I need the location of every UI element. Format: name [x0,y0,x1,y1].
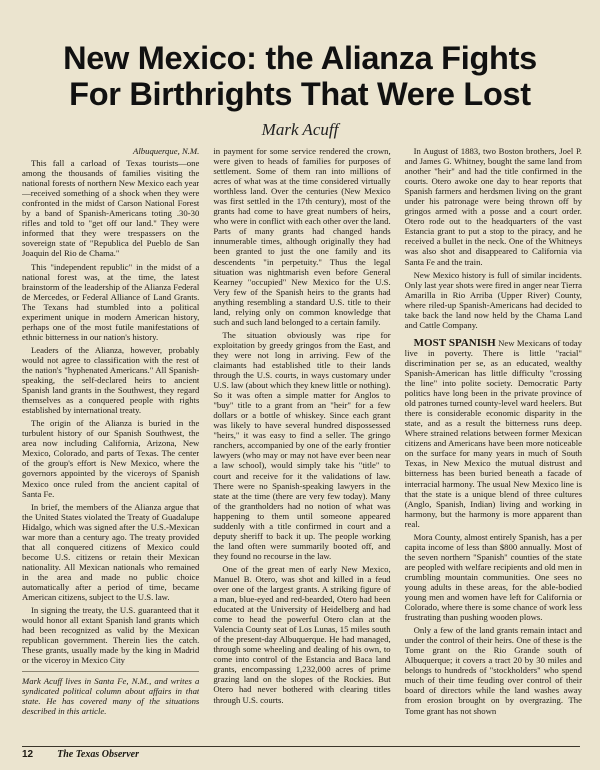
page-footer [22,746,580,760]
paragraph: The situation obviously was ripe for exploitation by greedy gringos from the East, and they were not long in arriving. Few of the claimants had established title to their lands through the U.S. courts, in ways customary under U.S. law (about which they knew little or nothing). So it was often a simple matter for Anglos to "buy" title to a grant from an "heir" for a few dollars or a bottle of whiskey. Since each grant was likely to have several hundred dispossessed "heirs," it was easy to find a seller. The gringo ranchers, accompanied by one of the early frontier lawyers (who may or may not have ever been near a law school), would simply take his "title" to court and receive for it the validations of law. There were no Spanish-speaking lawyers in the state at the time (there are very few today). Many of the grantholders had no notion of what was happening to them until someone appeared suddenly with a title confirmed in court and a deputy sheriff to back it up. The people working the land often were summarily booted off, and they found no recourse in the law. [213,329,391,561]
paragraph: Leaders of the Alianza, however, probably would not agree to classification with the rest of the nation's "hyphenated Americans." All Spanish-speaking, the self-declared heirs to ancient Spanish land grants in the Southwest, they regard themselves as a conquered people with rights established by international treaty. [22,344,200,416]
paragraph: In brief, the members of the Alianza argue that the United States violated the Treaty of Guadalupe Hidalgo, which was signed after the U.S.-Mexican war more than a century ago. The treaty provided that all conquered citizens of Mexico could become U.S. citizens or retain their Mexican nationality. All Mexican nationals who remained in the area and made no public choice automatically after a period of time, became American citizens, subject to the U.S. law. [22,501,200,603]
headline [20,40,580,112]
paragraph: New Mexico history is full of similar incidents. Only last year shots were fired in anger near Tierra Amarilla in Rio Arriba (Upper River) County, where riled-up Spanish-Americans had decided to take back the land now held by the Chama Land and Cattle Company. [404,269,582,330]
section-lead-in: MOST SPANISH [413,336,496,349]
column-3 [405,146,582,734]
headline-line-1: New Mexico: the Alianza Fights [63,40,537,76]
paragraph: This fall a carload of Texas tourists—one among the thousands of families visiting the national forests of northern New Mexico each year—received something of a shock when they were confronted in the midst of Carson National Forest by a band of Spanish-Americans toting .30-30 rifles and told to "get off our land." They were informed that they were trespassers on the sovereign state of "Republica del Pueblo de San Joaquin del Rio de Chama." [22,158,200,259]
paragraph: Only a few of the land grants remain intact and under the control of their heirs. One of these is the Tome grant on the Rio Grande south of Albuquerque; it covers a tract 20 by 30 miles and belongs to hundreds of "stockholders" who spend much of their time feuding over control of their board of directors while the land washes away from erosion brought on by overgrazing. The Tome grant has not shown [404,625,582,716]
article-columns [22,146,582,734]
publication-name: The Texas Observer [57,749,139,760]
paragraph: Mora County, almost entirely Spanish, has a per capita income of less than $800 annually. Most of the seven northern "Spanish" counties of the state are peopled with welfare recipients and old men in crumbling mountain communities. One sees no young adults in these areas, for the able-bodied young men and women have left for California or Colorado, where there is some chance of work less frustrating than pushing wooden plows. [404,531,582,623]
dateline: Albuquerque, N.M. [133,146,200,156]
column-1 [22,146,199,734]
author-note: Mark Acuff lives in Santa Fe, N.M., and writes a syndicated political column about affairs in that state. He has covered many of the situations described in this article. [22,671,199,716]
paragraph: The origin of the Alianza is buried in the turbulent history of our Spanish Southwest, the area now including California, Arizona, New Mexico, Colorado, and parts of Texas. The center of the group's effort is New Mexico, where the governors appointed by the viceroys of Spanish Mexico once ruled from the ancient capital of Santa Fe. [22,418,200,499]
column-2 [213,146,390,734]
paragraph: One of the great men of early New Mexico, Manuel B. Otero, was shot and killed in a feud over one of the largest grants. A striking figure of a man, blue-eyed and red-bearded, Otero had been educated at the University of Heidelberg and had come to head the powerful Otero clan at the Valencia County seat of Los Lunas, 15 miles south of the present-day Albuquerque. He had managed, through some wheeling and dealing of his own, to come into control of the Estancia and Baca land grants, encompassing 1,232,000 acres of prime grazing land on the slopes of the Rockies. But Otero had never bothered with clearing titles through U.S. courts. [213,563,391,705]
page-number: 12 [22,749,34,760]
headline-line-2: For Birthrights That Were Lost [69,76,531,112]
paragraph: In August of 1883, two Boston brothers, Joel P. and James G. Whitney, bought the same land from another "heir" and had the title confirmed in the courts. Otero awoke one day to hear reports that Spanish farmers and herdsmen living on the grant under his patronage were being thrown off by gringos armed with a posse and a court order. Otero rode out to the headquarters of the vast Estancia grant to put a stop to the piracy, and he received a bullet in the neck. One of the Whitneys was also shot and disappeared to California via Santa Fe and the train. [404,146,582,267]
paragraph: New Mexicans of today live in poverty. There is little "racial" discrimination per se, as an educated, wealthy Spanish-American has little difficulty "crossing the line" into polite society. Democratic Party politics have long been in the private province of old patrones turned county-level ward heelers. But there is considerable economic disparity in the state, and as a result the bitterness runs deep. Where strained relations between former Mexican citizens and Americans have been more noticeable on the surface for many years in much of South Texas, in New Mexico the mutual distrust and bitterness has been buried beneath a facade of interracial harmony. The usual New Mexico line is that the state is a unique blend of three cultures (Anglo, Spanish, Indian) living and working in harmony, but the harmony is more apparent than real. [404,337,582,529]
paragraph: This "independent republic" in the midst of a national forest was, at the time, the latest brainstorm of the leadership of the Alianza Federal de Mercedes, or Federal Alliance of Land Grants. The Texans had stumbled into a political experiment unique in modern American history, perhaps one of the most futile manifestations of ethnic bitterness in our nation's history. [22,261,200,342]
byline: Mark Acuff [261,120,339,139]
paragraph: In signing the treaty, the U.S. guaranteed that it would honor all extant Spanish land grants which had been recognized as valid by the Mexican republican government. Therein lies the catch. These grants, usually made by the king in Madrid or the viceroy in Mexico City [22,605,200,666]
paragraph: in payment for some service rendered the crown, were given to heads of families for purposes of settlement. Some of them ran into millions of acres of what was at the time considered virtually worthless land. Over the centuries (New Mexico was first settled in the 17th century), most of the grants had come to have great numbers of heirs, who were in conflict with each other over the land. Parts of many grants had changed hands innumerable times, although originally they had been granted to just the one family and its descendents "in perpetuity." Thus the legal situation was nightmarish even before General Kearney "occupied" New Mexico for the U.S. Very few of the Spanish heirs to the grants had anything resembling a standard U.S. title to their land, relying only on common knowledge that such and such land belonged to a certain family. [213,146,391,327]
